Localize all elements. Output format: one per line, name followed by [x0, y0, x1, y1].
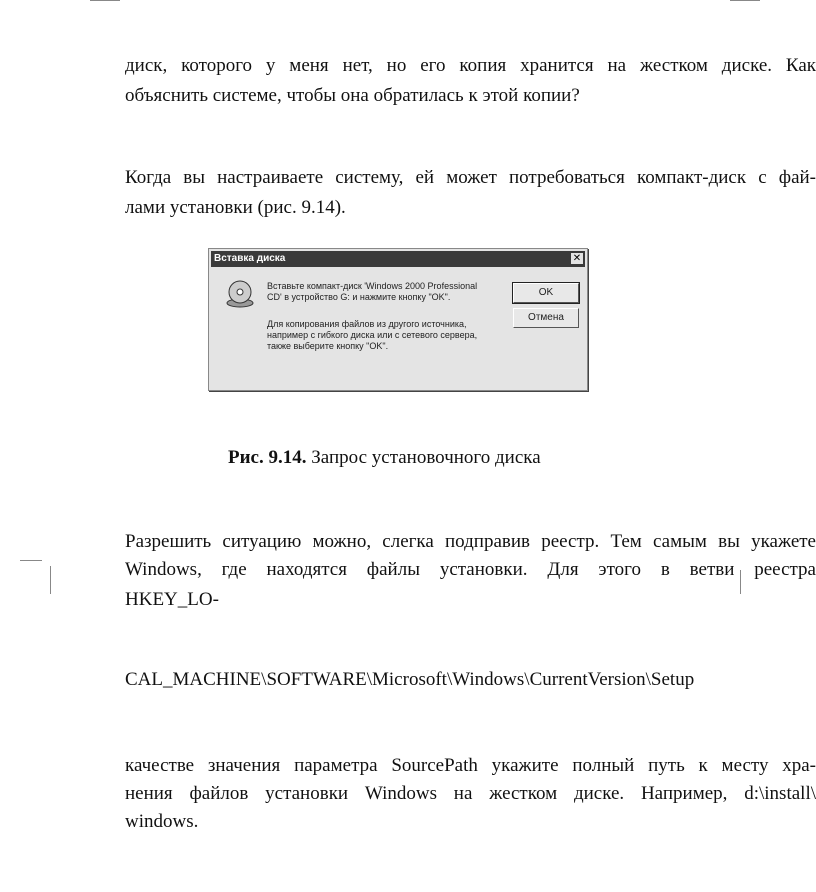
text-line: Когда вы настраиваете систему, ей может потребоваться компакт-диск с фай- [125, 167, 816, 188]
scan-mark [730, 0, 760, 1]
text-line: CAL_MACHINE\SOFTWARE\Microsoft\Windows\CurrentVersion\Setup [125, 669, 695, 690]
text-line: диск, которого у меня нет, но его копия хранится на жестком диске. Как [125, 55, 816, 76]
scan-mark [50, 566, 51, 594]
dialog-message-line: также выберите кнопку "OK". [267, 341, 389, 351]
text-line: Windows, где находятся файлы установки. Для этого в ветви реестра [125, 559, 816, 580]
cd-drive-icon [225, 279, 255, 309]
text-line: объяснить системе, чтобы она обратилась к этой копии? [125, 85, 580, 106]
dialog-message-line: CD' в устройство G: и нажмите кнопку "OK". [267, 292, 451, 302]
dialog-message-line: Для копирования файлов из другого источника, [267, 319, 467, 329]
figure-number: Рис. 9.14. [228, 447, 307, 468]
text-line: лами установки (рис. 9.14). [125, 197, 346, 218]
dialog-message-line: Вставьте компакт-диск 'Windows 2000 Professional [267, 281, 478, 291]
text-line: нения файлов установки Windows на жестком диске. Например, d:\install\ [125, 783, 816, 804]
scan-mark [90, 0, 120, 1]
cancel-button[interactable]: Отмена [513, 308, 579, 328]
scan-mark [20, 560, 42, 561]
text-line: windows. [125, 811, 199, 832]
text-line: качестве значения параметра SourcePath укажите полный путь к месту хра- [125, 755, 816, 776]
text-line: HKEY_LO- [125, 589, 219, 610]
close-icon[interactable]: ✕ [572, 253, 582, 264]
figure-caption [228, 446, 541, 470]
ok-button[interactable]: OK [513, 283, 579, 303]
dialog-message-line: например с гибкого диска или с сетевого сервера, [267, 330, 478, 340]
figure-caption-text: Запрос установочного диска [306, 447, 541, 468]
text-line: Разрешить ситуацию можно, слегка подправив реестр. Тем самым вы укажете [125, 531, 816, 552]
insert-disk-dialog [208, 248, 588, 391]
dialog-title: Вставка диска [214, 253, 286, 264]
dialog-title-bar [211, 251, 585, 267]
